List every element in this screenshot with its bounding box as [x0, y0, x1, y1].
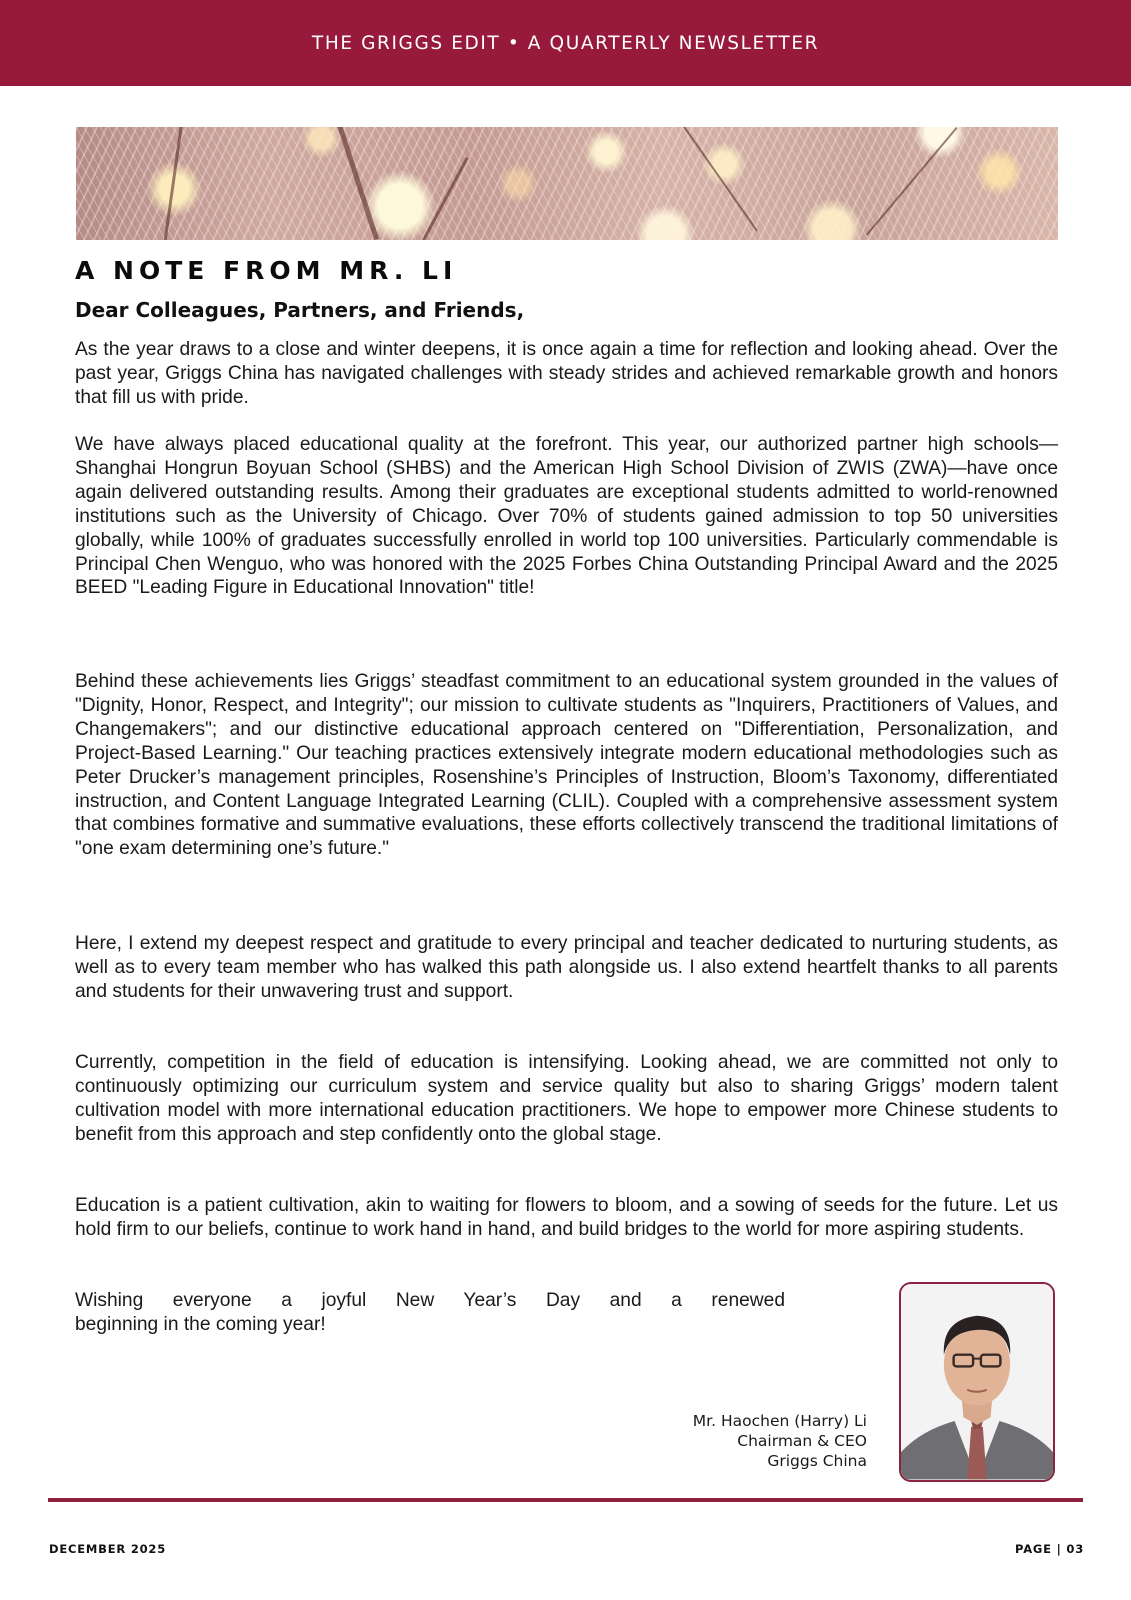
signature-role: Chairman & CEO: [737, 1432, 867, 1450]
article-title: A NOTE FROM MR. LI: [75, 256, 458, 285]
body-paragraph: We have always placed educational quality at the forefront. This year, our authorized partner high schools—Shanghai Hongrun Boyuan School (SHBS) and the American High School Division of ZWIS (ZWA)—have once again delivered outstanding results. Among their graduates are exceptional students admitted to world-renowned institutions such as the University of Chicago. Over 70% of students gained admission to top 50 universities globally, while 100% of graduates successfully enrolled in world top 100 universities. Particularly commendable is Principal Chen Wenguo, who was honored with the 2025 Forbes China Outstanding Principal Award and the 2025 BEED "Leading Figure in Educational Innovation" title!: [75, 434, 1058, 599]
banner-branch: [866, 127, 958, 236]
body-paragraph: Here, I extend my deepest respect and gratitude to every principal and teacher dedicated to nurturing students, as well as to every team member who has walked this path alongside us. I also extend heartfelt thanks to all parents and students for their unwavering trust and support.: [75, 933, 1058, 1002]
signature-organization: Griggs China: [767, 1452, 867, 1470]
footer-page-number: PAGE | 03: [1015, 1542, 1084, 1556]
winter-banner-image: [76, 127, 1058, 240]
body-paragraph: As the year draws to a close and winter deepens, it is once again a time for reflection and looking ahead. Over the past year, Griggs China has navigated challenges with steady strides and achieved remarkable growth and honors that fill us with pride.: [75, 339, 1058, 408]
closing-wish-line-1: Wishing everyone a joyful New Year’s Day and a renewed: [75, 1290, 785, 1311]
banner-branch: [676, 127, 758, 232]
newsletter-title: THE GRIGGS EDIT • A QUARTERLY NEWSLETTER: [311, 32, 820, 54]
newsletter-header: [0, 0, 1131, 86]
closing-wish: [75, 1289, 785, 1337]
portrait-illustration: [901, 1284, 1053, 1480]
footer-divider: [48, 1498, 1083, 1502]
signature-block: [693, 1411, 867, 1471]
portrait-photo: [899, 1282, 1055, 1482]
banner-branch: [400, 157, 468, 240]
salutation: Dear Colleagues, Partners, and Friends,: [75, 298, 525, 322]
closing-wish-line-2: beginning in the coming year!: [75, 1313, 326, 1335]
body-paragraph: Behind these achievements lies Griggs’ steadfast commitment to an educational system grounded in the values of "Dignity, Honor, Respect, and Integrity"; our mission to cultivate students as "Inquirers, Practitioners of Values, and Changemakers"; and our distinctive educational approach centered on "Differentiation, Personalization, and Project-Based Learning." Our teaching practices extensively integrate modern educational methodologies such as Peter Drucker’s management principles, Rosenshine’s Principles of Instruction, Bloom’s Taxonomy, differentiated instruction, and Content Language Integrated Learning (CLIL). Coupled with a comprehensive assessment system that combines formative and summative evaluations, these efforts collectively transcend the traditional limitations of "one exam determining one’s future.": [75, 671, 1058, 860]
body-paragraph: Currently, competition in the field of education is intensifying. Looking ahead, we are committed not only to continuously optimizing our curriculum system and service quality but also to sharing Griggs’ modern talent cultivation model with more international education practitioners. We hope to empower more Chinese students to benefit from this approach and step confidently onto the global stage.: [75, 1052, 1058, 1145]
footer-date: DECEMBER 2025: [49, 1542, 167, 1556]
banner-branch: [162, 127, 184, 240]
banner-branch: [331, 127, 379, 240]
signature-name: Mr. Haochen (Harry) Li: [692, 1412, 867, 1430]
body-paragraph: Education is a patient cultivation, akin to waiting for flowers to bloom, and a sowing of seeds for the future. Let us hold firm to our beliefs, continue to work hand in hand, and build bridges to the world for more aspiring students.: [75, 1195, 1058, 1240]
